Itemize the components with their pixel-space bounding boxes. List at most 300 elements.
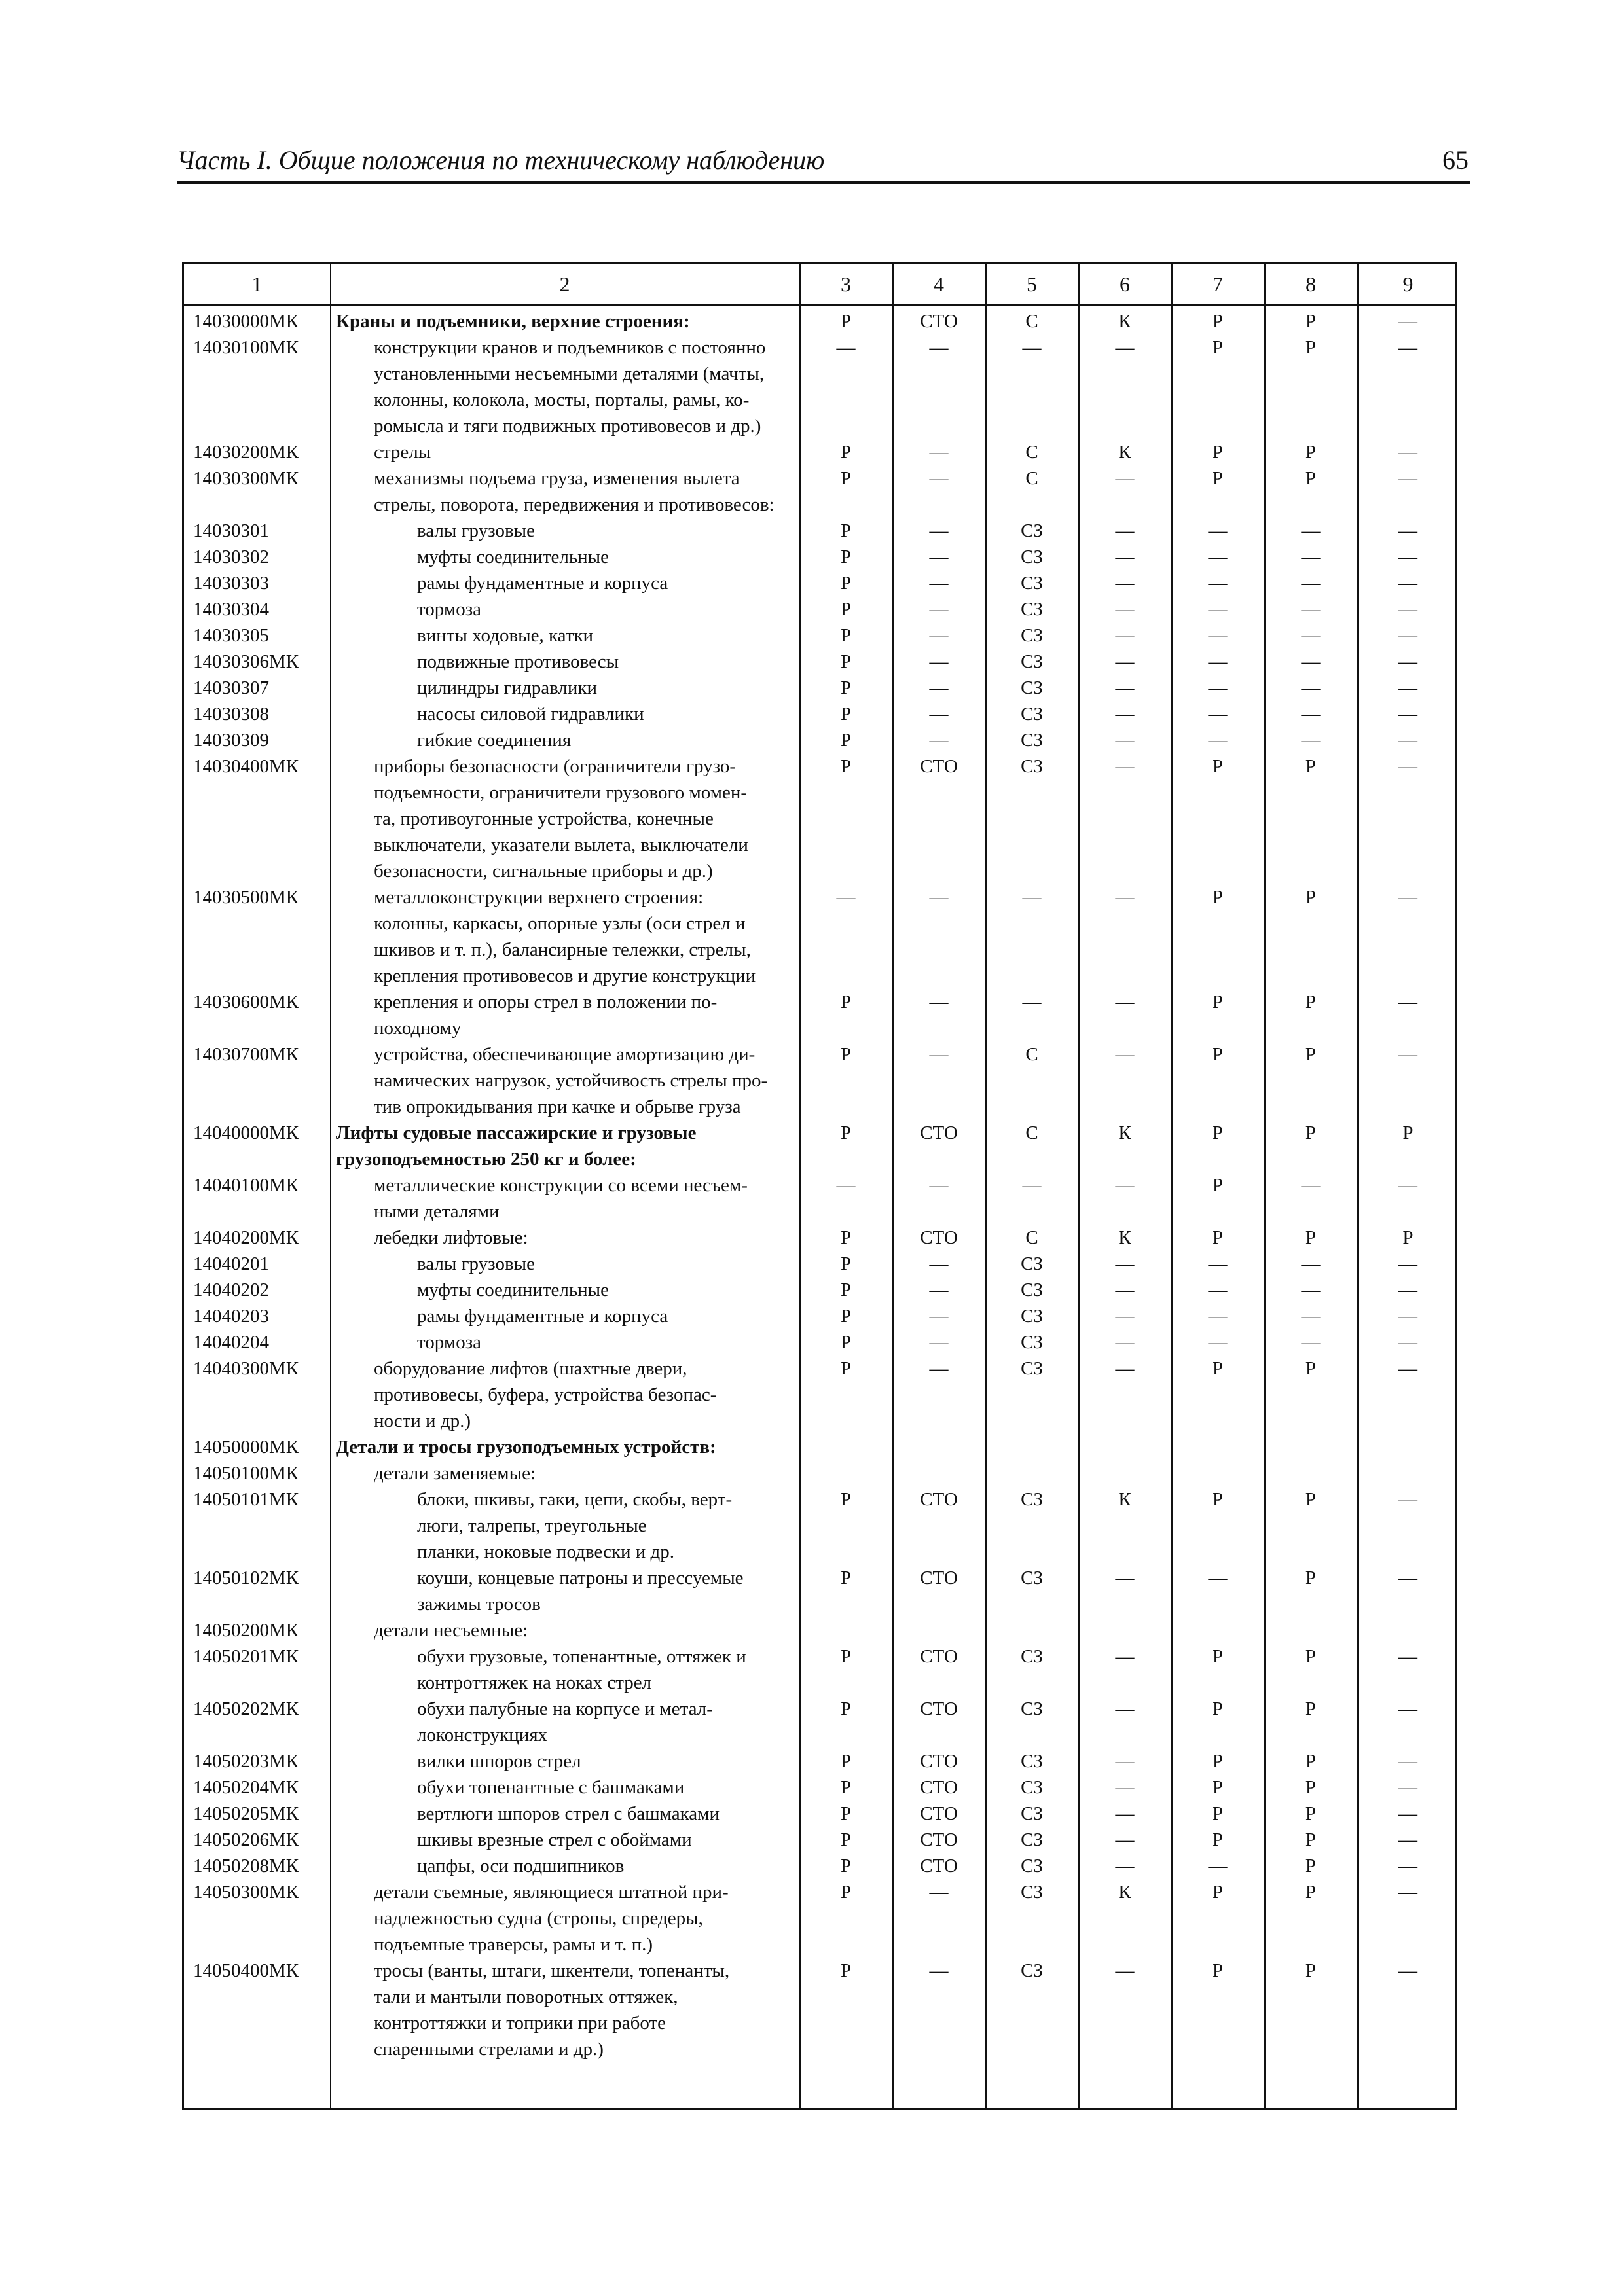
cell-col-8: — — [1301, 1175, 1321, 1196]
cell-col-7: Р — [1212, 1122, 1224, 1143]
cell-col-3: Р — [840, 1751, 852, 1772]
cell-col-6: К — [1118, 1122, 1131, 1143]
item-description — [374, 884, 756, 989]
cell-col-9: — — [1398, 1332, 1417, 1353]
cell-col-8: — — [1301, 704, 1321, 725]
description-line: ности и др.) — [374, 1410, 471, 1431]
cell-col-4: — — [929, 1960, 949, 1981]
cell-col-6: — — [1115, 992, 1135, 1013]
cell-col-8: Р — [1305, 311, 1317, 332]
cell-col-5: СЗ — [1021, 1568, 1043, 1588]
cell-col-9: — — [1398, 1960, 1417, 1981]
cell-col-3: Р — [840, 1122, 852, 1143]
item-code: 14040204 — [193, 1332, 269, 1353]
description-line: спаренными стрелами и др.) — [374, 2039, 604, 2060]
item-code: 14040100МК — [193, 1175, 299, 1196]
cell-col-3: Р — [840, 1227, 852, 1248]
cell-col-4: СТО — [920, 1646, 958, 1667]
cell-col-8: — — [1301, 1306, 1321, 1327]
cell-col-9: — — [1398, 468, 1417, 489]
cell-col-8: Р — [1305, 337, 1317, 358]
cell-col-4: — — [929, 1175, 949, 1196]
item-code: 14050200МК — [193, 1620, 299, 1641]
cell-col-4: СТО — [920, 1489, 958, 1510]
cell-col-8: Р — [1305, 1856, 1317, 1876]
cell-col-8: — — [1301, 520, 1321, 541]
cell-col-7: Р — [1212, 311, 1224, 332]
cell-col-8: — — [1301, 547, 1321, 567]
cell-col-7: Р — [1212, 1175, 1224, 1196]
item-description — [417, 649, 646, 675]
column-header: 7 — [1213, 272, 1223, 296]
cell-col-6: — — [1115, 756, 1135, 777]
cell-col-7: — — [1208, 1253, 1228, 1274]
cell-col-7: — — [1208, 677, 1228, 698]
item-description — [417, 1696, 713, 1748]
item-description — [417, 1486, 733, 1565]
cell-col-7: Р — [1212, 1646, 1224, 1667]
cell-col-4: — — [929, 677, 949, 698]
item-description — [374, 1617, 646, 1643]
cell-col-4: — — [929, 1358, 949, 1379]
cell-col-4: СТО — [920, 1829, 958, 1850]
cell-col-8: — — [1301, 651, 1321, 672]
cell-col-4: — — [929, 651, 949, 672]
cell-col-5: С — [1025, 468, 1038, 489]
cell-col-6: К — [1118, 1882, 1131, 1903]
cell-col-4: СТО — [920, 756, 958, 777]
description-line: рамы фундаментные и корпуса — [417, 1306, 668, 1327]
cell-col-9: — — [1398, 1489, 1417, 1510]
cell-col-7: — — [1208, 1332, 1228, 1353]
item-description — [336, 1434, 716, 1460]
cell-col-9: — — [1398, 651, 1417, 672]
cell-col-5: СЗ — [1021, 547, 1043, 567]
cell-col-6: — — [1115, 1777, 1135, 1798]
description-line: цилиндры гидравлики — [417, 677, 597, 698]
item-description — [417, 1303, 668, 1329]
cell-col-9: — — [1398, 442, 1417, 463]
cell-col-6: — — [1115, 1856, 1135, 1876]
cell-col-9: — — [1398, 1306, 1417, 1327]
cell-col-5: СЗ — [1021, 1698, 1043, 1719]
column-header: 9 — [1402, 272, 1413, 296]
cell-col-5: СЗ — [1021, 599, 1043, 620]
cell-col-8: Р — [1305, 1646, 1317, 1667]
item-description — [374, 753, 748, 884]
cell-col-5: СЗ — [1021, 1777, 1043, 1798]
cell-col-8: — — [1301, 599, 1321, 620]
cell-col-3: Р — [840, 468, 852, 489]
cell-col-6: — — [1115, 1306, 1135, 1327]
column-header: 4 — [934, 272, 944, 296]
description-line: контроттяжек на ноках стрел — [417, 1672, 652, 1693]
header-title: Часть I. Общие положения по техническому наблюдению — [177, 145, 825, 175]
item-code: 14050000МК — [193, 1437, 299, 1458]
description-line: гибкие соединения — [417, 730, 572, 751]
cell-col-5: СЗ — [1021, 573, 1043, 594]
cell-col-4: СТО — [920, 1751, 958, 1772]
cell-col-3: Р — [840, 1960, 852, 1981]
cell-col-6: — — [1115, 1698, 1135, 1719]
cell-col-6: — — [1115, 1646, 1135, 1667]
cell-col-3: Р — [840, 547, 852, 567]
description-line: металлические конструкции со всеми несъем- — [374, 1175, 748, 1196]
cell-col-5: СЗ — [1021, 1856, 1043, 1876]
cell-col-4: — — [929, 599, 949, 620]
description-line: крепления противовесов и другие конструкции — [374, 965, 756, 986]
cell-col-3: Р — [840, 1803, 852, 1824]
cell-col-8: Р — [1305, 1044, 1317, 1065]
cell-col-6: — — [1115, 625, 1135, 646]
cell-col-9: — — [1398, 1044, 1417, 1065]
item-description — [417, 1774, 685, 1801]
description-line: оборудование лифтов (шахтные двери, — [374, 1358, 687, 1379]
running-header — [177, 143, 1470, 184]
description-line: детали несъемные: — [374, 1620, 528, 1641]
description-line: подвижные противовесы — [417, 651, 619, 672]
cell-col-5: — — [1022, 1175, 1042, 1196]
item-description — [336, 308, 690, 334]
cell-col-5: — — [1022, 337, 1042, 358]
cell-col-4: СТО — [920, 1122, 958, 1143]
item-code: 14050201МК — [193, 1646, 299, 1667]
cell-col-8: Р — [1305, 1803, 1317, 1824]
cell-col-7: Р — [1212, 1882, 1224, 1903]
item-description — [417, 1329, 646, 1355]
description-line: стрелы, поворота, передвижения и противовесов: — [374, 494, 775, 515]
description-line: Детали и тросы грузоподъемных устройств: — [336, 1437, 716, 1458]
cell-col-6: — — [1115, 599, 1135, 620]
cell-col-3: Р — [840, 1882, 852, 1903]
cell-col-4: — — [929, 730, 949, 751]
cell-col-5: СЗ — [1021, 1803, 1043, 1824]
item-description — [417, 675, 646, 701]
cell-col-5: С — [1025, 1227, 1038, 1248]
item-code: 14050206МК — [193, 1829, 299, 1850]
description-line: грузоподъемностью 250 кг и более: — [336, 1149, 636, 1170]
cell-col-8: — — [1301, 1253, 1321, 1274]
cell-col-3: Р — [840, 1489, 852, 1510]
cell-col-4: — — [929, 704, 949, 725]
cell-col-8: Р — [1305, 1122, 1317, 1143]
cell-col-7: Р — [1212, 1751, 1224, 1772]
cell-col-6: — — [1115, 1960, 1135, 1981]
description-line: та, противоугонные устройства, конечные — [374, 808, 714, 829]
cell-col-6: — — [1115, 1253, 1135, 1274]
item-code: 14030100МК — [193, 337, 299, 358]
description-line: походному — [374, 1018, 462, 1039]
description-line: ромысла и тяги подвижных противовесов и др.) — [374, 416, 761, 437]
cell-col-9: Р — [1402, 1122, 1413, 1143]
cell-col-5: СЗ — [1021, 1280, 1043, 1300]
cell-col-9: — — [1398, 1777, 1417, 1798]
cell-col-5: СЗ — [1021, 1829, 1043, 1850]
cell-col-4: СТО — [920, 1856, 958, 1876]
cell-col-8: Р — [1305, 1568, 1317, 1588]
description-line: металлоконструкции верхнего строения: — [374, 887, 704, 908]
cell-col-8: Р — [1305, 887, 1317, 908]
cell-col-4: — — [929, 1882, 949, 1903]
cell-col-3: Р — [840, 1280, 852, 1300]
item-code: 14030302 — [193, 547, 269, 567]
cell-col-3: — — [836, 1175, 856, 1196]
item-description — [374, 465, 775, 518]
cell-col-5: СЗ — [1021, 1960, 1043, 1981]
cell-col-6: — — [1115, 1332, 1135, 1353]
cell-col-7: — — [1208, 651, 1228, 672]
cell-col-7: Р — [1212, 1698, 1224, 1719]
cell-col-9: — — [1398, 1856, 1417, 1876]
cell-col-7: Р — [1212, 1358, 1224, 1379]
cell-col-3: Р — [840, 756, 852, 777]
description-line: обухи топенантные с башмаками — [417, 1777, 685, 1798]
cell-col-7: Р — [1212, 1044, 1224, 1065]
cell-col-7: — — [1208, 573, 1228, 594]
cell-col-7: — — [1208, 547, 1228, 567]
description-line: установленными несъемными деталями (мачты, — [374, 363, 765, 384]
cell-col-5: СЗ — [1021, 1646, 1043, 1667]
cell-col-3: — — [836, 887, 856, 908]
cell-col-4: — — [929, 547, 949, 567]
description-line: вилки шпоров стрел — [417, 1751, 581, 1772]
cell-col-6: К — [1118, 1227, 1131, 1248]
cell-col-7: Р — [1212, 1777, 1224, 1798]
cell-col-5: СЗ — [1021, 1358, 1043, 1379]
cell-col-7: Р — [1212, 1489, 1224, 1510]
cell-col-7: Р — [1212, 992, 1224, 1013]
column-divider — [330, 264, 331, 2108]
cell-col-8: — — [1301, 1332, 1321, 1353]
item-code: 14030301 — [193, 520, 269, 541]
item-description — [417, 1277, 646, 1303]
description-line: винты ходовые, катки — [417, 625, 594, 646]
item-code: 14050205МК — [193, 1803, 299, 1824]
item-description — [417, 596, 646, 622]
cell-col-8: — — [1301, 730, 1321, 751]
description-line: устройства, обеспечивающие амортизацию ди- — [374, 1044, 756, 1065]
cell-col-9: — — [1398, 1358, 1417, 1379]
item-description — [374, 1958, 730, 2062]
cell-col-6: — — [1115, 1751, 1135, 1772]
cell-col-4: СТО — [920, 1698, 958, 1719]
cell-col-7: — — [1208, 520, 1228, 541]
cell-col-5: — — [1022, 992, 1042, 1013]
cell-col-4: СТО — [920, 1227, 958, 1248]
cell-col-4: — — [929, 468, 949, 489]
description-line: стрелы — [374, 442, 431, 463]
cell-col-8: Р — [1305, 1882, 1317, 1903]
cell-col-7: — — [1208, 1568, 1228, 1588]
cell-col-7: Р — [1212, 468, 1224, 489]
column-header: 2 — [559, 272, 570, 296]
description-line: безопасности, сигнальные приборы и др.) — [374, 861, 713, 882]
cell-col-4: — — [929, 992, 949, 1013]
description-line: зажимы тросов — [417, 1594, 541, 1615]
cell-col-8: Р — [1305, 1777, 1317, 1798]
cell-col-5: СЗ — [1021, 756, 1043, 777]
cell-col-6: — — [1115, 704, 1135, 725]
cell-col-8: Р — [1305, 468, 1317, 489]
item-description — [374, 334, 766, 439]
cell-col-3: Р — [840, 1856, 852, 1876]
item-code: 14050101МК — [193, 1489, 299, 1510]
cell-col-3: Р — [840, 1698, 852, 1719]
cell-col-4: — — [929, 337, 949, 358]
item-code: 14030400МК — [193, 756, 299, 777]
item-code: 14030300МК — [193, 468, 299, 489]
description-line: приборы безопасности (ограничители грузо- — [374, 756, 737, 777]
cell-col-8: Р — [1305, 1227, 1317, 1248]
item-code: 14040000МК — [193, 1122, 299, 1143]
cell-col-9: Р — [1402, 1227, 1413, 1248]
cell-col-6: — — [1115, 1175, 1135, 1196]
cell-col-9: — — [1398, 992, 1417, 1013]
item-code: 14030309 — [193, 730, 269, 751]
cell-col-6: — — [1115, 1568, 1135, 1588]
cell-col-9: — — [1398, 1253, 1417, 1274]
column-divider — [799, 264, 801, 2108]
description-line: детали заменяемые: — [374, 1463, 536, 1484]
description-line: блоки, шкивы, гаки, цепи, скобы, верт- — [417, 1489, 733, 1510]
cell-col-3: Р — [840, 1332, 852, 1353]
item-code: 14030306МК — [193, 651, 299, 672]
item-code: 14030305 — [193, 625, 269, 646]
description-line: вертлюги шпоров стрел с башмаками — [417, 1803, 720, 1824]
item-code: 14030308 — [193, 704, 269, 725]
description-line: лебедки лифтовые: — [374, 1227, 528, 1248]
item-code: 14030200МК — [193, 442, 299, 463]
description-line: обухи палубные на корпусе и метал- — [417, 1698, 713, 1719]
cell-col-4: — — [929, 1306, 949, 1327]
cell-col-3: Р — [840, 311, 852, 332]
cell-col-8: Р — [1305, 992, 1317, 1013]
item-code: 14050202МК — [193, 1698, 299, 1719]
cell-col-8: Р — [1305, 442, 1317, 463]
cell-col-7: Р — [1212, 1803, 1224, 1824]
item-code: 14050300МК — [193, 1882, 299, 1903]
item-description — [417, 1251, 646, 1277]
cell-col-5: СЗ — [1021, 1332, 1043, 1353]
description-line: крепления и опоры стрел в положении по- — [374, 992, 718, 1013]
column-header: 5 — [1027, 272, 1037, 296]
cell-col-6: — — [1115, 677, 1135, 698]
item-description — [374, 1460, 646, 1486]
cell-col-8: Р — [1305, 1960, 1317, 1981]
item-code: 14050400МК — [193, 1960, 299, 1981]
cell-col-3: Р — [840, 651, 852, 672]
cell-col-8: Р — [1305, 1751, 1317, 1772]
column-header: 3 — [841, 272, 851, 296]
cell-col-6: — — [1115, 651, 1135, 672]
item-description — [417, 727, 646, 753]
description-line: муфты соединительные — [417, 1280, 609, 1300]
description-line: колонны, колокола, мосты, порталы, рамы, ко- — [374, 389, 750, 410]
cell-col-6: — — [1115, 337, 1135, 358]
item-description — [374, 1879, 729, 1958]
column-divider — [1078, 264, 1080, 2108]
column-divider — [985, 264, 987, 2108]
description-line: намических нагрузок, устойчивость стрелы про- — [374, 1070, 768, 1091]
cell-col-4: — — [929, 1044, 949, 1065]
cell-col-9: — — [1398, 1698, 1417, 1719]
cell-col-6: — — [1115, 547, 1135, 567]
cell-col-5: С — [1025, 1044, 1038, 1065]
description-line: тормоза — [417, 599, 482, 620]
cell-col-4: СТО — [920, 1568, 958, 1588]
cell-col-5: С — [1025, 442, 1038, 463]
description-line: подъемности, ограничители грузового момен- — [374, 782, 748, 803]
cell-col-6: — — [1115, 1829, 1135, 1850]
item-description — [374, 989, 718, 1041]
cell-col-6: — — [1115, 1044, 1135, 1065]
cell-col-3: Р — [840, 992, 852, 1013]
cell-col-7: — — [1208, 730, 1228, 751]
description-line: тали и мантыли поворотных оттяжек, — [374, 1986, 678, 2007]
item-code: 14040203 — [193, 1306, 269, 1327]
item-code: 14030000МК — [193, 311, 299, 332]
cell-col-8: — — [1301, 1280, 1321, 1300]
cell-col-5: СЗ — [1021, 1751, 1043, 1772]
cell-col-5: СЗ — [1021, 1306, 1043, 1327]
item-description — [417, 570, 668, 596]
item-description — [417, 1827, 692, 1853]
item-code: 14050208МК — [193, 1856, 299, 1876]
cell-col-7: Р — [1212, 887, 1224, 908]
cell-col-9: — — [1398, 1803, 1417, 1824]
cell-col-4: — — [929, 573, 949, 594]
cell-col-9: — — [1398, 677, 1417, 698]
description-line: подъемные траверсы, рамы и т. п.) — [374, 1934, 653, 1955]
cell-col-9: — — [1398, 1751, 1417, 1772]
description-line: противовесы, буфера, устройства безопас- — [374, 1384, 717, 1405]
description-line: цапфы, оси подшипников — [417, 1856, 625, 1876]
cell-col-8: Р — [1305, 1829, 1317, 1850]
cell-col-8: — — [1301, 677, 1321, 698]
cell-col-9: — — [1398, 1175, 1417, 1196]
cell-col-7: Р — [1212, 756, 1224, 777]
cell-col-9: — — [1398, 573, 1417, 594]
item-description — [374, 439, 646, 465]
cell-col-4: — — [929, 442, 949, 463]
description-line: детали съемные, являющиеся штатной при- — [374, 1882, 729, 1903]
cell-col-4: — — [929, 520, 949, 541]
cell-col-9: — — [1398, 887, 1417, 908]
description-line: ными деталями — [374, 1201, 500, 1222]
cell-col-6: — — [1115, 1803, 1135, 1824]
description-line: рамы фундаментные и корпуса — [417, 573, 668, 594]
description-line: механизмы подъема груза, изменения вылета — [374, 468, 740, 489]
cell-col-3: Р — [840, 704, 852, 725]
description-line: контроттяжки и топрики при работе — [374, 2013, 666, 2034]
item-description — [417, 544, 646, 570]
cell-col-4: — — [929, 1332, 949, 1353]
item-code: 14040200МК — [193, 1227, 299, 1248]
cell-col-6: — — [1115, 730, 1135, 751]
cell-col-4: СТО — [920, 311, 958, 332]
cell-col-3: Р — [840, 599, 852, 620]
item-code: 14030304 — [193, 599, 269, 620]
description-line: шкивов и т. п.), балансирные тележки, стрелы, — [374, 939, 751, 960]
cell-col-3: Р — [840, 442, 852, 463]
description-line: тросы (ванты, штаги, шкентели, топенанты, — [374, 1960, 730, 1981]
item-code: 14030303 — [193, 573, 269, 594]
cell-col-3: Р — [840, 1568, 852, 1588]
item-code: 14040201 — [193, 1253, 269, 1274]
cell-col-8: Р — [1305, 1358, 1317, 1379]
item-description — [417, 622, 646, 649]
cell-col-4: — — [929, 1280, 949, 1300]
